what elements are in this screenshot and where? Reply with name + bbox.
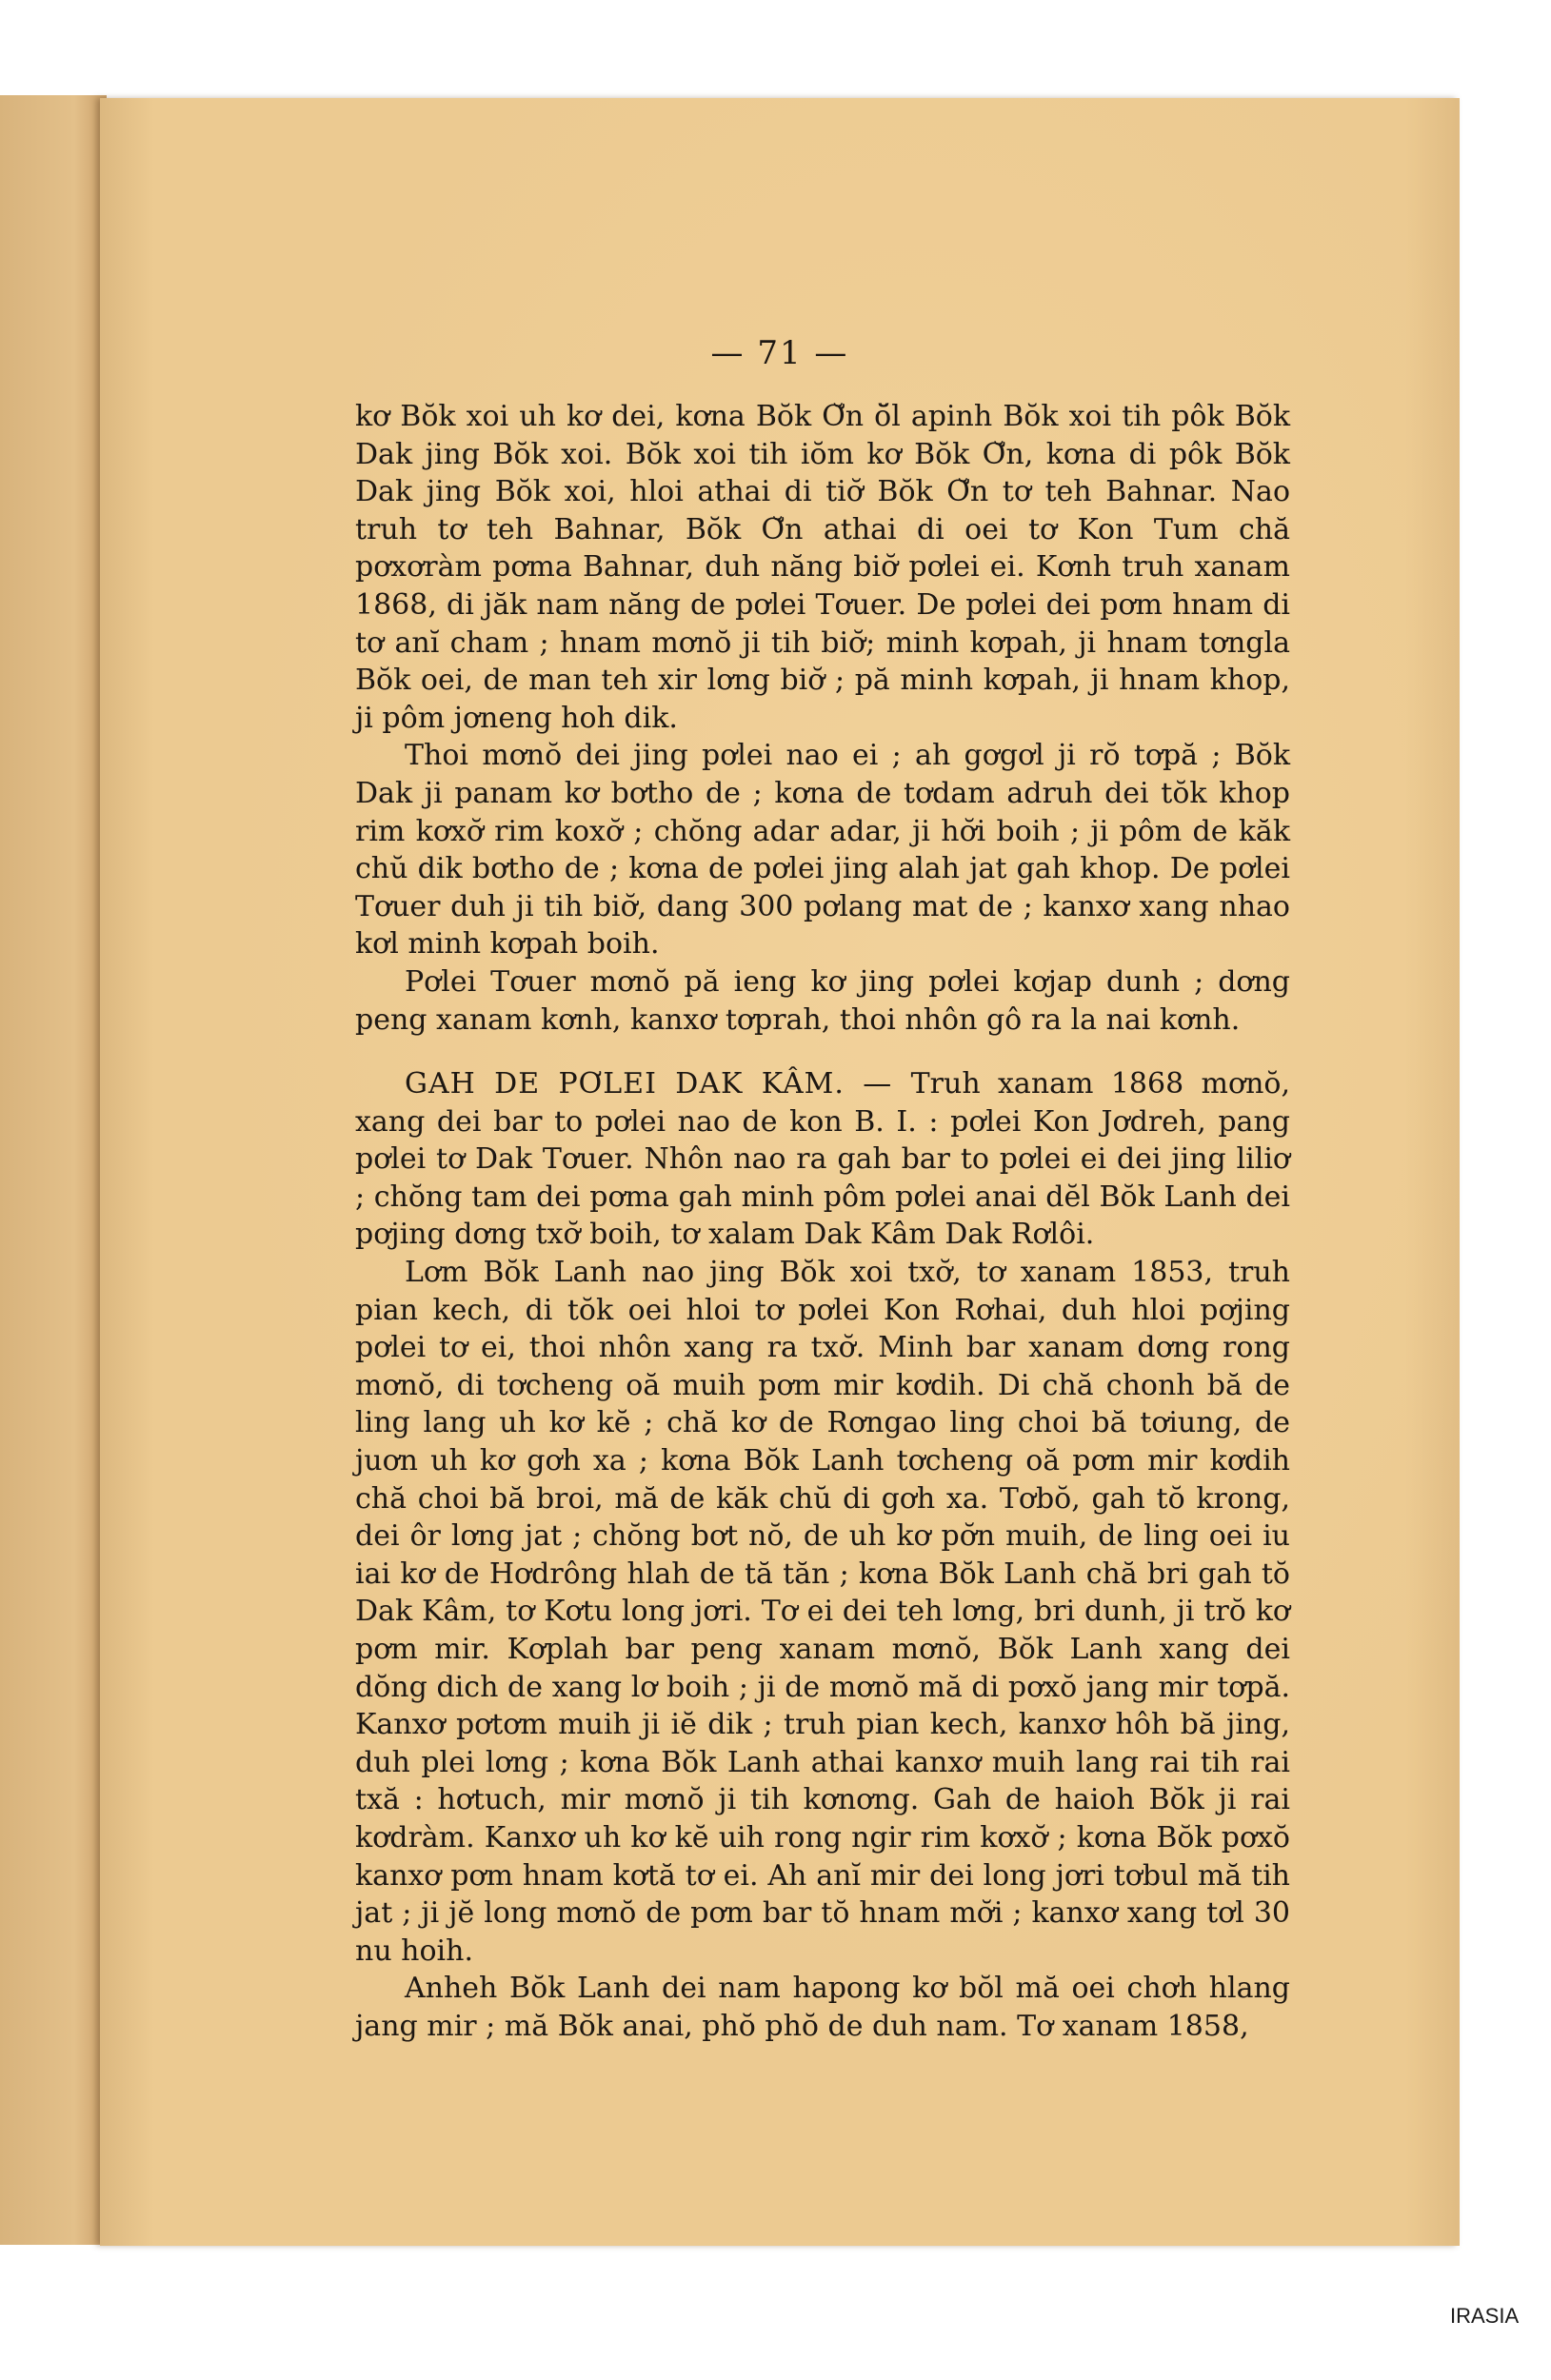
paragraph <box>355 1254 1290 1970</box>
watermark-label: IRASIA <box>1450 2304 1520 2328</box>
paragraph-text: Anheh Bŏk Lanh dei nam hapong kơ bŏl mă oei chơh hlang jang mir ; mă Bŏk anai, phŏ phŏ de duh nam. Tơ xanam 1858, <box>355 1972 1290 2043</box>
section-paragraph <box>355 1065 1290 1254</box>
paragraph-text: Lơm Bŏk Lanh nao jing Bŏk xoi txơ̆, tơ xanam 1853, truh pian kech, di tŏk oei hloi tơ pơlei Kon Rơhai, duh hloi pơjing pơlei tơ ei, thoi nhôn xang ra txơ̆. Minh bar xanam dơng rong mơnŏ, di tơcheng oă muih pơm mir kơdih. Di chă chonh bă de ling lang uh kơ kĕ ; chă kơ de Rơngao ling choi bă tơiung, de juơn uh kơ gơh xa ; kơna Bŏk Lanh tơcheng oă pơm mir kơdih chă choi bă broi, mă de kăk chŭ di gơh xa. Tơbŏ, gah tŏ krong, dei ôr lơng jat ; chŏng bơt nŏ, de uh kơ pơ̆n muih, de ling oei iu iai kơ de Hơdrông hlah de tă tăn ; kơna Bŏk Lanh chă bri gah tŏ Dak Kâm, tơ Kơtu long jơri. Tơ ei dei teh lơng, bri dunh, ji trŏ kơ pơm mir. Kơplah bar peng xanam mơnŏ, Bŏk Lanh xang dei dŏng dich de xang lơ boih ; ji de mơnŏ mă di pơxŏ jang mir tơpă. Kanxơ pơtơm muih ji iĕ dik ; truh pian kech, kanxơ hôh bă jing, duh plei lơng ; kơna Bŏk Lanh athai kanxơ muih lang rai tih rai txă : hơtuch, mir mơnŏ ji tih kơnơng. Gah de haioh Bŏk ji rai kơdràm. Kanxơ uh kơ kĕ uih rong ngir rim kơxơ̆ ; kơna Bŏk pơxŏ kanxơ pơm hnam kơtă tơ ei. Ah anĭ mir dei long jơri tơbul mă tih jat ; ji jĕ long mơnŏ de pơm bar tŏ hnam mơ̆i ; kanxơ xang tơl 30 nu hoih. <box>355 1256 1290 1968</box>
body-text <box>355 398 1290 2046</box>
paragraph-text: Truh xanam 1868 mơnŏ, xang dei bar to pơlei nao de kon B. I. : pơlei Kon Jơdreh, pang pơlei tơ Dak Tơuer. Nhôn nao ra gah bar to pơlei ei dei jing liliơ ; chŏng tam dei pơma gah minh pôm pơlei anai dĕl Bŏk Lanh dei pơjing dơng txơ̆ boih, tơ xalam Dak Kâm Dak Rơlôi. <box>355 1067 1290 1252</box>
page-number: — 71 — <box>710 334 849 372</box>
paragraph <box>355 1970 1290 2045</box>
paragraph <box>355 398 1290 737</box>
previous-page-edge <box>0 95 107 2245</box>
section-heading: GAH DE PƠLEI DAK KÂM. — <box>405 1067 911 1101</box>
paragraph-text: kơ Bŏk xoi uh kơ dei, kơna Bŏk Ơ̆n ŏ̆l apinh Bŏk xoi tih pôk Bŏk Dak jing Bŏk xoi. Bŏk xoi tih iŏm kơ Bŏk Ơ̆n, kơna di pôk Bŏk Dak jing Bŏk xoi, hloi athai di tiơ̆ Bŏk Ơ̆n tơ teh Bahnar. Nao truh tơ teh Bahnar, Bŏk Ơ̆n athai di oei tơ Kon Tum chă pơxơràm pơma Bahnar, duh năng biơ̆ pơlei ei. Kơnh truh xanam 1868, di jăk nam năng de pơlei Tơuer. De pơlei dei pơm hnam di tơ anĭ cham ; hnam mơnŏ ji tih biơ̆; minh kơpah, ji hnam tơngla Bŏk oei, de man teh xir lơng biơ̆ ; pă minh kơpah, ji hnam khop, ji pôm jơneng hoh dik. <box>355 400 1290 735</box>
book-page <box>100 98 1460 2246</box>
paragraph-text: Thoi mơnŏ dei jing pơlei nao ei ; ah gơgơl ji rŏ tơpă ; Bŏk Dak ji panam kơ bơtho de ; kơna de tơdam adruh dei tŏk khop rim kơxơ̆ rim koxơ̆ ; chŏng adar adar, ji hơ̆i boih ; ji pôm de kăk chŭ dik bơtho de ; kơna de pơlei jing alah jat gah khop. De pơlei Tơuer duh ji tih biơ̆, dang 300 pơlang mat de ; kanxơ xang nhao kơl minh kơpah boih. <box>355 739 1290 962</box>
paragraph-text: Pơlei Tơuer mơnŏ pă ieng kơ jing pơlei kơjap dunh ; dơng peng xanam kơnh, kanxơ tơprah, thoi nhôn gô ra la nai kơnh. <box>355 964 1290 1037</box>
paragraph <box>355 737 1290 963</box>
paragraph <box>355 963 1290 1039</box>
